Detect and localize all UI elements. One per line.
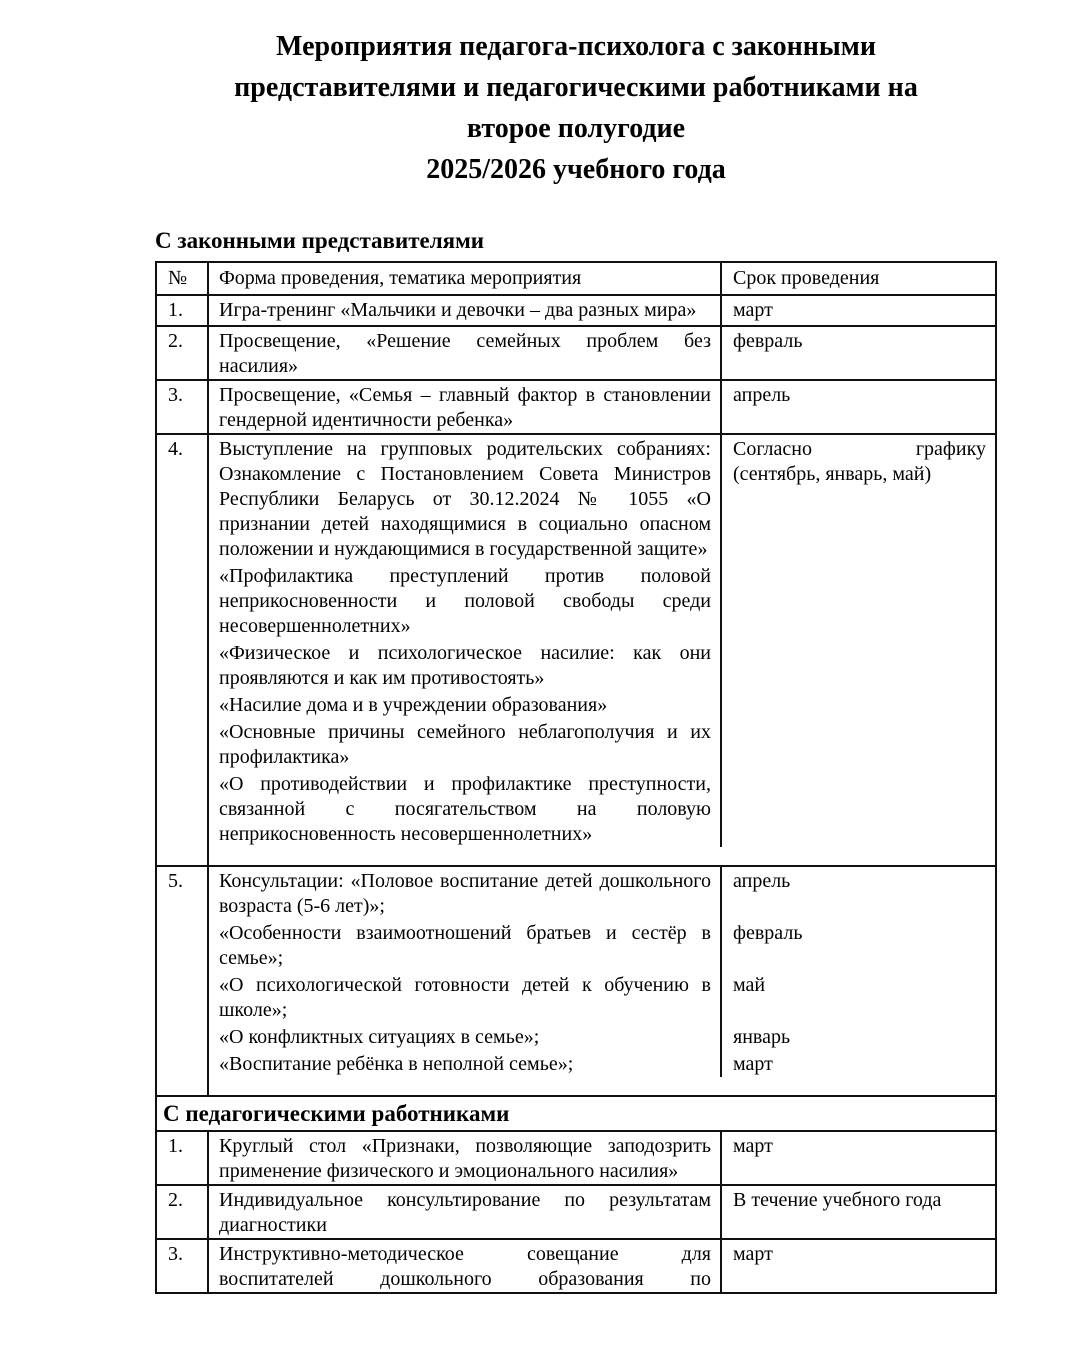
date-value: апрель — [733, 384, 791, 406]
topic-paragraph: Консультации: «Половое воспитание детей дошкольного возраста (5-6 лет)»; — [219, 870, 711, 917]
date-cell — [720, 381, 995, 433]
date-cell — [720, 770, 995, 847]
date-value: февраль — [733, 330, 803, 352]
date-value: январь — [733, 1026, 791, 1048]
row-item — [209, 327, 995, 379]
topic-cell — [209, 867, 720, 919]
row-number: 2. — [157, 327, 209, 379]
date-cell — [720, 327, 995, 379]
date-cell — [720, 971, 995, 1023]
events-table — [155, 261, 997, 1294]
date-cell — [720, 867, 995, 919]
date-cell — [720, 718, 995, 770]
topic-cell — [209, 296, 720, 325]
row-item — [209, 381, 995, 433]
row-number: 5. — [157, 867, 209, 1095]
topic-paragraph: Круглый стол «Признаки, позволяющие заподозрить применение физического и эмоционального насилия» — [219, 1135, 711, 1182]
topic-paragraph: «Насилие дома и в учреждении образования» — [219, 694, 608, 716]
table-row — [157, 1184, 995, 1238]
row-item — [209, 562, 995, 639]
section-heading-parents: С законными представителями — [155, 228, 484, 253]
topic-paragraph: «Физическое и психологическое насилие: как они проявляются и как им противостоять» — [219, 642, 711, 689]
date-value: март — [733, 1053, 773, 1075]
date-value: май — [733, 974, 766, 996]
header-cell-number: № — [157, 263, 209, 294]
date-cell — [720, 1186, 995, 1238]
row-item — [209, 718, 995, 770]
title-line: второе полугодие — [466, 113, 686, 144]
row-item — [209, 435, 995, 562]
date-cell — [720, 1050, 995, 1077]
row-items — [209, 435, 995, 865]
row-item — [209, 1023, 995, 1050]
table-row — [157, 325, 995, 379]
topic-cell — [209, 381, 720, 433]
date-cell — [720, 691, 995, 718]
topic-cell — [209, 1186, 720, 1238]
topic-paragraph: «Основные причины семейного неблагополучия и их профилактика» — [219, 721, 711, 768]
table-row — [157, 433, 995, 865]
row-items — [209, 867, 995, 1095]
topic-cell — [209, 562, 720, 639]
topic-paragraph: «О противодействии и профилактике преступности, связанной с посягательством на половую неприкосновенность несовершеннолетних» — [219, 773, 711, 845]
topic-paragraph: Инструктивно-методическое совещание для воспитателей дошкольного образования по — [219, 1243, 711, 1290]
date-cell — [720, 435, 995, 562]
topic-cell — [209, 770, 720, 847]
date-cell — [720, 562, 995, 639]
row-number: 1. — [157, 296, 209, 325]
topic-cell — [209, 1132, 720, 1184]
topic-cell — [209, 691, 720, 718]
topic-cell — [209, 327, 720, 379]
topic-cell — [209, 1240, 720, 1292]
table-row — [157, 865, 995, 1095]
row-item — [209, 1050, 995, 1077]
topic-paragraph: Индивидуальное консультирование по результатам диагностики — [219, 1189, 711, 1236]
row-number: 1. — [157, 1132, 209, 1184]
row-items — [209, 1132, 995, 1184]
topic-cell — [209, 919, 720, 971]
topic-cell — [209, 1023, 720, 1050]
title-line: 2025/2026 учебного года — [426, 154, 726, 185]
row-item — [209, 296, 995, 325]
document-title — [155, 26, 997, 190]
topic-paragraph: Игра-тренинг «Мальчики и девочки – два разных мира» — [219, 299, 697, 321]
row-items — [209, 1240, 995, 1292]
document-page — [155, 26, 997, 1294]
date-cell — [720, 296, 995, 325]
row-item — [209, 1186, 995, 1238]
date-value: апрель — [733, 870, 791, 892]
date-cell — [720, 639, 995, 691]
date-line: Согласно графику — [733, 438, 986, 460]
topic-paragraph: Просвещение, «Семья – главный фактор в становлении гендерной идентичности ребенка» — [219, 384, 711, 431]
topic-paragraph: «Особенности взаимоотношений братьев и сестёр в семье»; — [219, 922, 711, 969]
date-value: март — [733, 1135, 773, 1157]
topic-cell — [209, 718, 720, 770]
row-items — [209, 381, 995, 433]
header-cell-date: Срок проведения — [720, 263, 995, 294]
row-item — [209, 691, 995, 718]
date-cell — [720, 1023, 995, 1050]
topic-cell — [209, 1050, 720, 1077]
row-item — [209, 867, 995, 919]
table-header-row — [157, 263, 995, 294]
title-line: представителями и педагогическими работниками на — [234, 72, 918, 103]
table-row — [157, 1238, 995, 1292]
table-section-heading-row: С педагогическими работниками — [157, 1095, 995, 1130]
row-number: 3. — [157, 1240, 209, 1292]
topic-cell — [209, 971, 720, 1023]
row-items — [209, 296, 995, 325]
date-value: март — [733, 299, 773, 321]
topic-paragraph: Выступление на групповых родительских собраниях: Ознакомление с Постановлением Совета Министров Республики Беларусь от 30.12.2024 № 1055 «О признании детей находящимися в социально опасном положении и нуждающимися в государственной защите» — [219, 438, 711, 560]
topic-cell — [209, 435, 720, 562]
row-item — [209, 639, 995, 691]
row-number: 2. — [157, 1186, 209, 1238]
row-item — [209, 770, 995, 847]
row-items — [209, 327, 995, 379]
date-cell — [720, 919, 995, 971]
row-items — [209, 1186, 995, 1238]
date-line: (сентябрь, январь, май) — [733, 463, 932, 485]
row-item — [209, 1132, 995, 1184]
date-value: В течение учебного года — [733, 1189, 942, 1211]
table-row — [157, 1130, 995, 1184]
date-value: март — [733, 1243, 773, 1265]
date-cell — [720, 1240, 995, 1292]
table-row — [157, 379, 995, 433]
header-cell-topic: Форма проведения, тематика мероприятия — [219, 267, 582, 289]
topic-paragraph: «О психологической готовности детей к обучению в школе»; — [219, 974, 711, 1021]
row-number: 4. — [157, 435, 209, 865]
title-line: Мероприятия педагога-психолога с законными — [276, 31, 876, 62]
topic-paragraph: Просвещение, «Решение семейных проблем без насилия» — [219, 330, 711, 377]
row-item — [209, 971, 995, 1023]
topic-paragraph: «Воспитание ребёнка в неполной семье»; — [219, 1053, 574, 1075]
date-value: февраль — [733, 922, 803, 944]
date-cell — [720, 1132, 995, 1184]
topic-paragraph: «О конфликтных ситуациях в семье»; — [219, 1026, 540, 1048]
row-item — [209, 1240, 995, 1292]
table-row — [157, 294, 995, 325]
row-item — [209, 919, 995, 971]
topic-paragraph: «Профилактика преступлений против половой неприкосновенности и половой свободы среди несовершеннолетних» — [219, 565, 711, 637]
topic-cell — [209, 639, 720, 691]
row-number: 3. — [157, 381, 209, 433]
